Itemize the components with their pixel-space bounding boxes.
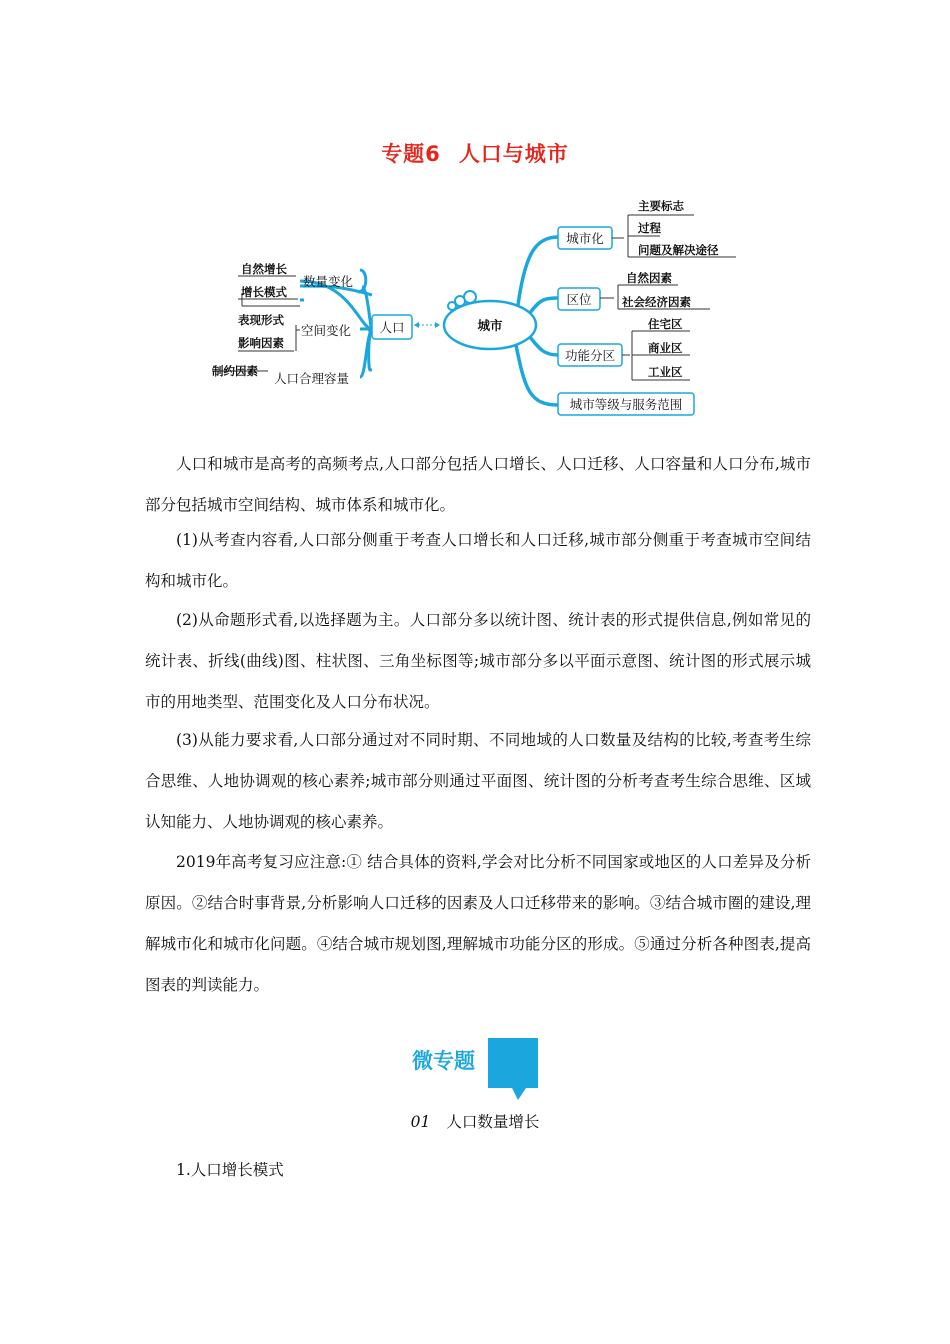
subsection-item: 1.人口增长模式 — [176, 1161, 284, 1179]
branch-label-zoning: 功能分区 — [564, 348, 616, 363]
leaf-text: 主要标志 — [638, 199, 684, 213]
section-heading — [0, 1110, 950, 1132]
intro-paragraph: 人口和城市是高考的高频考点,人口部分包括人口增长、人口迁移、人口容量和人口分布,城市部分包括城市空间结构、城市体系和城市化。 — [145, 455, 811, 514]
leaf-text: 商业区 — [648, 341, 683, 355]
section-number: 01 — [410, 1113, 431, 1131]
leaf-text: 社会经济因素 — [622, 295, 691, 309]
section-title: 人口数量增长 — [446, 1113, 540, 1131]
topic-number: 专题6 — [381, 142, 441, 166]
paragraph-form: (2)从命题形式看,以选择题为主。人口部分多以统计图、统计表的形式提供信息,例如常见的统计表、折线(曲线)图、柱状图、三角坐标图等;城市部分多以平面示意图、统计图的形式展示城市的用地类型、范围变化及人口分布状况。 — [145, 611, 811, 711]
leaf-text: 自然增长 — [241, 262, 287, 276]
branch-label-spatial: 空间变化 — [301, 323, 352, 338]
leaf-text: 住宅区 — [648, 317, 683, 331]
branch-label-location: 区位 — [566, 292, 592, 307]
page-title — [0, 138, 950, 168]
branch-label-hierarchy: 城市等级与服务范围 — [569, 397, 683, 412]
branch-label-quantity: 数量变化 — [303, 274, 354, 289]
paragraph-review: 2019年高考复习应注意:① 结合具体的资料,学会对比分析不同国家或地区的人口差异及分析原因。②结合时事背景,分析影响人口迁移的因素及人口迁移带来的影响。③结合城市圈的建设,理解城市化和城市化问题。④结合城市规划图,理解城市功能分区的形成。⑤通过分析各种图表,提高图表的判读能力。 — [145, 853, 811, 994]
leaf-text: 制约因素 — [212, 364, 258, 378]
topic-name: 人口与城市 — [458, 142, 569, 166]
leaf-text: 工业区 — [648, 365, 683, 379]
branch-label-capacity: 人口合理容量 — [274, 371, 350, 386]
leaf-text: 表现形式 — [238, 313, 284, 327]
badge-label: 微专题 — [412, 1049, 475, 1073]
hub-label: 人口 — [379, 320, 405, 335]
paragraph-ability: (3)从能力要求看,人口部分通过对不同时期、不同地域的人口数量及结构的比较,考查考生综合思维、人地协调观的核心素养;城市部分则通过平面图、统计图的分析考查考生综合思维、区域认知能力、人地协调观的核心素养。 — [145, 731, 811, 831]
leaf-text: 增长模式 — [241, 285, 287, 299]
branch-label-urbanization: 城市化 — [566, 231, 604, 246]
paragraph-content: (1)从考查内容看,人口部分侧重于考查人口增长和人口迁移,城市部分侧重于考查城市空间结构和城市化。 — [145, 531, 811, 590]
leaf-text: 影响因素 — [238, 336, 284, 350]
leaf-text: 自然因素 — [626, 271, 672, 285]
mind-map — [200, 185, 760, 425]
center-label: 城市 — [477, 318, 503, 333]
leaf-text: 过程 — [638, 221, 661, 235]
leaf-text: 问题及解决途径 — [638, 243, 719, 257]
